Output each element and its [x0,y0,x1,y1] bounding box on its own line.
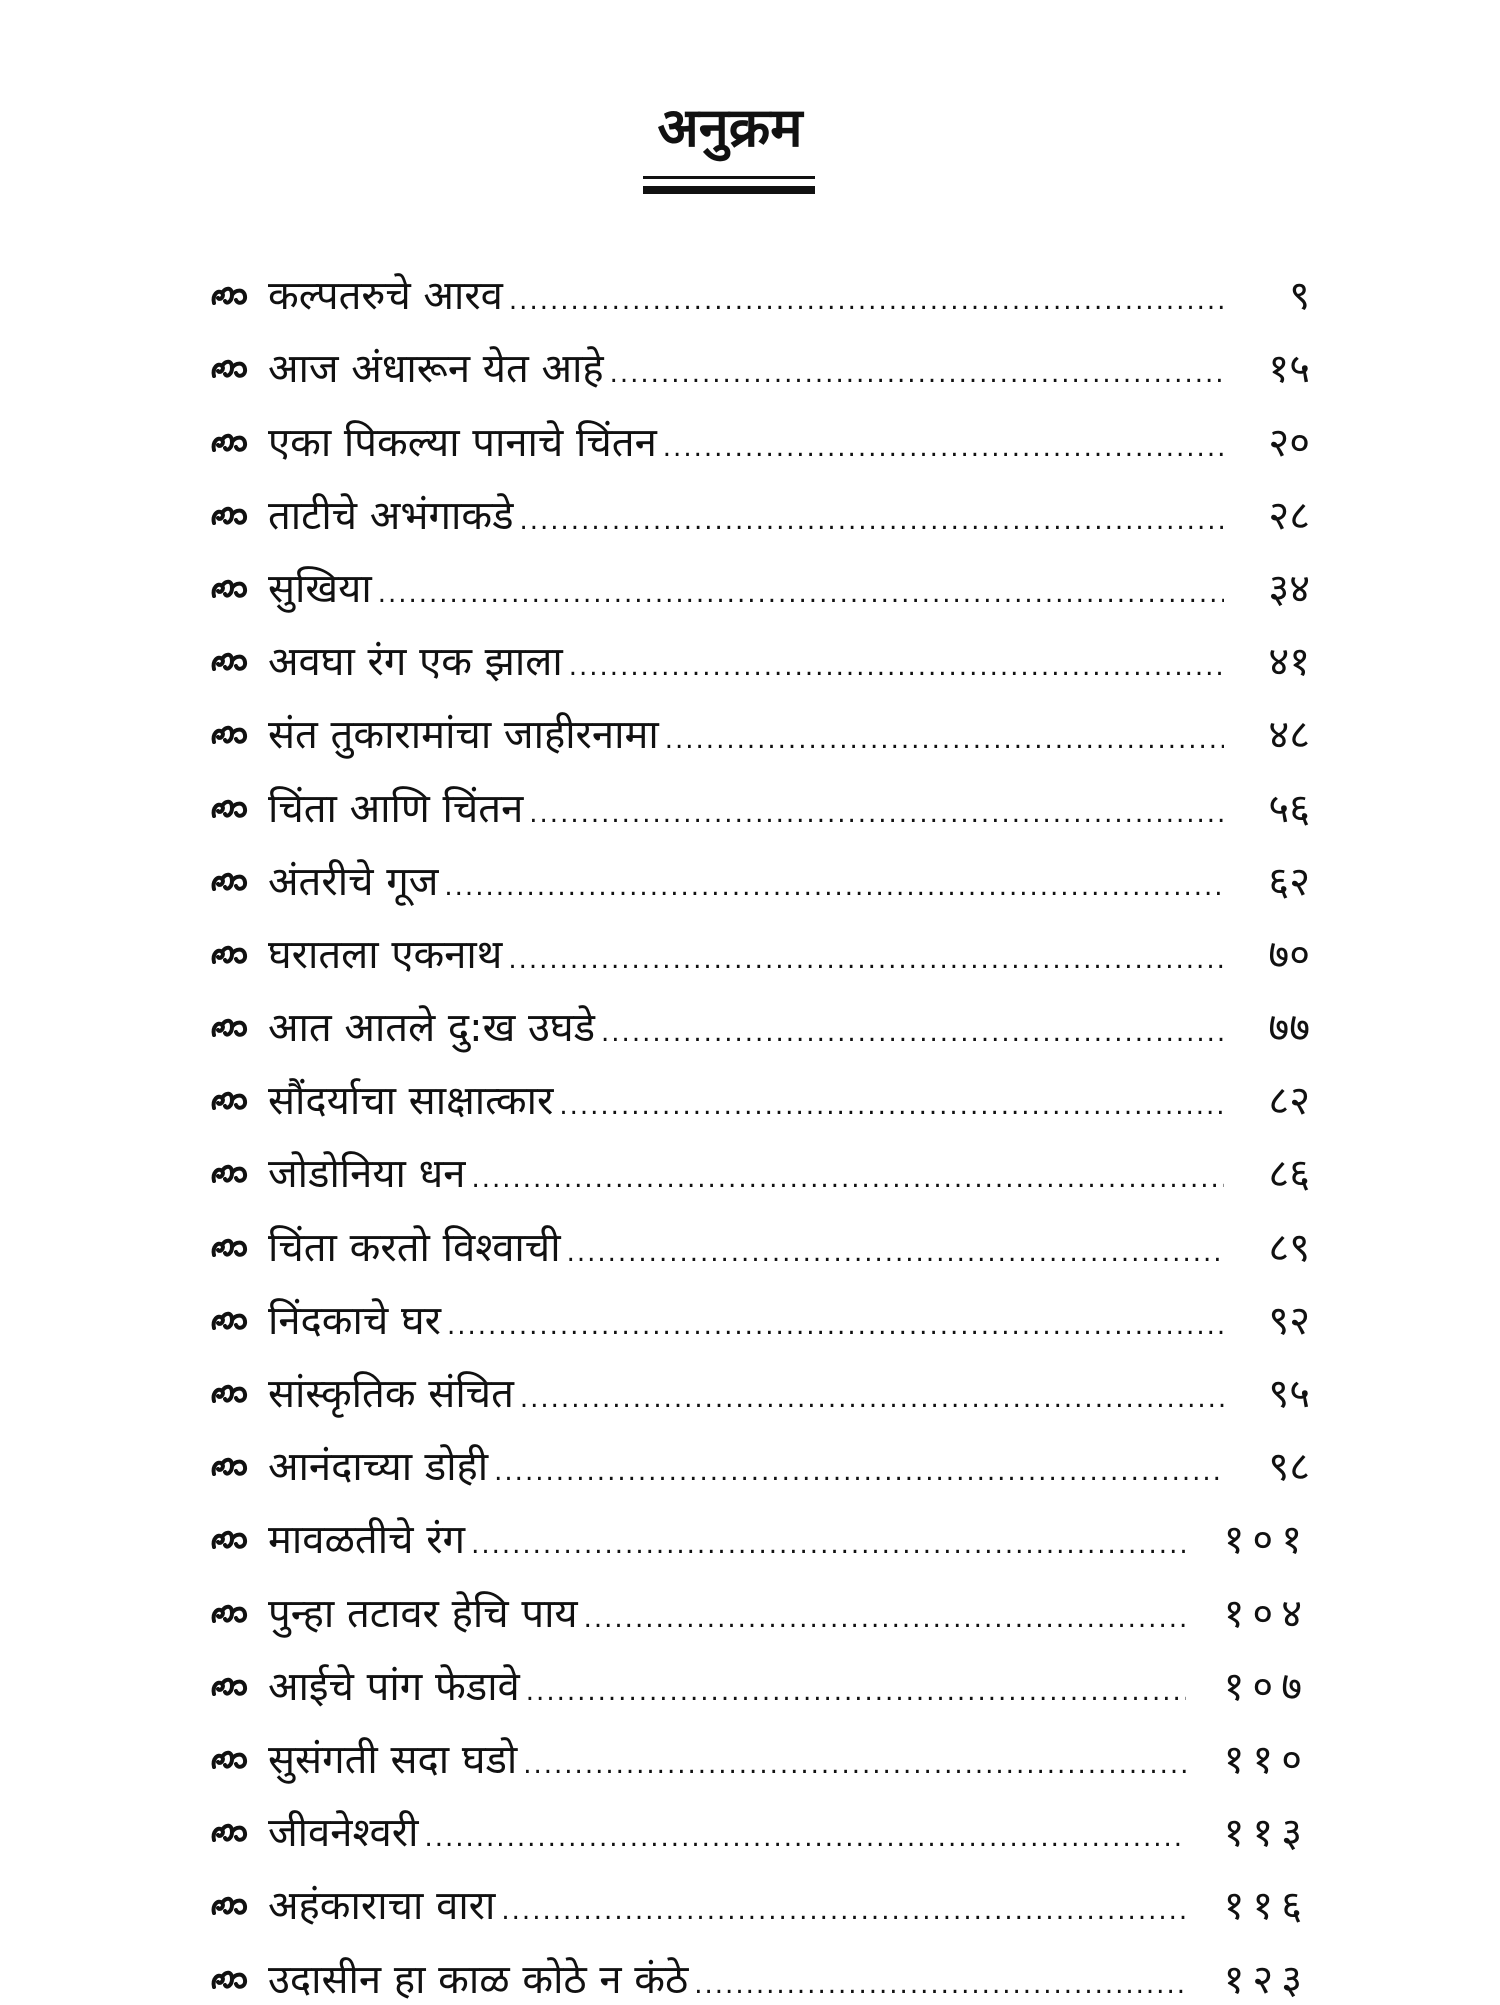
toc-entry [210,1931,1310,2004]
toc-entry-title: कल्पतरुचे आरव [268,273,503,320]
dot-leader [447,1306,1224,1346]
toc-entry-title: पुन्हा तटावर हेचि पाय [268,1590,578,1637]
dot-leader [520,1379,1224,1419]
toc-entry [210,394,1310,467]
toc-entry [210,1419,1310,1492]
ornament-bullet-icon [210,1662,268,1712]
dot-leader [663,428,1224,468]
dot-leader [526,1672,1186,1712]
toc-entry [210,541,1310,614]
ornament-bullet-icon [210,1735,268,1785]
toc-entry-page: ९८ [1268,1444,1310,1491]
ornament-bullet-icon [210,1515,268,1565]
toc-entry-page: ६२ [1268,858,1310,905]
toc-entry [210,1565,1310,1638]
toc-entry-title: अवघा रंग एक झाला [268,639,563,686]
dot-leader [665,720,1224,760]
dot-leader [519,501,1224,541]
ornament-bullet-icon [210,857,268,907]
toc-entry-page: ४८ [1268,712,1310,759]
toc-entry [210,1273,1310,1346]
toc-entry-title: चिंता करतो विश्वाची [268,1224,561,1271]
toc-entry-title: उदासीन हा काळ कोठे न कंठे [268,1956,689,2003]
toc-entry-title: आत आतले दु:ख उघडे [268,1005,596,1052]
toc-entry [210,614,1310,687]
toc-entry-title: सुसंगती सदा घडो [268,1736,518,1783]
ornament-bullet-icon [210,1881,268,1931]
toc-entry-page: ३४ [1268,565,1310,612]
toc-entry [210,248,1310,321]
ornament-bullet-icon [210,1149,268,1199]
toc-entry-title: आईचे पांग फेडावे [268,1663,520,1710]
toc-entry [210,1053,1310,1126]
title-underline-thin [643,176,815,179]
toc-entry [210,760,1310,833]
toc-entry [210,907,1310,980]
dot-leader [559,1086,1224,1126]
toc-entry-page: ११० [1223,1736,1310,1783]
ornament-bullet-icon [210,637,268,687]
dot-leader [378,574,1224,614]
toc-entry-page: ११३ [1223,1810,1310,1857]
toc-entry-title: चिंता आणि चिंतन [268,785,524,832]
toc-entry-title: आज अंधारून येत आहे [268,346,604,393]
dot-leader [501,1891,1186,1931]
ornament-bullet-icon [210,1076,268,1126]
toc-entry [210,980,1310,1053]
dot-leader [529,794,1224,834]
dot-leader [610,354,1224,394]
dot-leader [567,1233,1224,1273]
toc-entry [210,1639,1310,1712]
toc-entry-page: ९५ [1268,1371,1310,1417]
dot-leader [508,940,1224,980]
toc-entry [210,834,1310,907]
dot-leader [424,1818,1186,1858]
toc-entry [210,321,1310,394]
dot-leader [494,1452,1224,1492]
page-title: अनुक्रम [657,96,803,159]
title-underline-thick [643,186,815,194]
toc-entry-title: सुखिया [268,565,372,612]
toc-entry [210,1858,1310,1931]
toc-entry-page: १०७ [1223,1663,1310,1710]
dot-leader [471,1159,1224,1199]
toc-entry-title: संत तुकारामांचा जाहीरनामा [268,712,659,759]
ornament-bullet-icon [210,784,268,834]
ornament-bullet-icon [210,1808,268,1858]
ornament-bullet-icon [210,930,268,980]
toc-entry-title: आनंदाच्या डोही [268,1444,489,1491]
ornament-bullet-icon [210,271,268,321]
toc-entry-title: अंतरीचे गूज [268,858,439,905]
dot-leader [601,1013,1224,1053]
ornament-bullet-icon [210,1589,268,1639]
toc-entry-title: निंदकाचे घर [268,1297,441,1344]
toc-entry-page: १२३ [1223,1956,1310,2003]
toc-entry-title: अहंकाराचा वारा [268,1883,496,1930]
toc-entry-title: मावळतीचे रंग [268,1517,466,1564]
toc-entry-page: १५ [1268,346,1310,393]
toc-entry-page: ८९ [1268,1224,1310,1271]
toc-entry [210,1785,1310,1858]
table-of-contents [210,248,1310,2005]
toc-entry-title: ताटीचे अभंगाकडे [268,492,514,539]
dot-leader [569,647,1224,687]
ornament-bullet-icon [210,1296,268,1346]
dot-leader [444,867,1224,907]
toc-entry-title: जोडोनिया धन [268,1151,466,1198]
toc-entry [210,687,1310,760]
ornament-bullet-icon [210,344,268,394]
ornament-bullet-icon [210,1369,268,1419]
toc-entry [210,1492,1310,1565]
toc-entry-page: ८६ [1268,1151,1310,1198]
toc-entry-page: ७७ [1268,1005,1310,1052]
dot-leader [509,281,1224,321]
toc-entry [210,1712,1310,1785]
dot-leader [471,1525,1186,1565]
ornament-bullet-icon [210,1223,268,1273]
ornament-bullet-icon [210,1955,268,2005]
toc-entry-page: ९२ [1268,1297,1310,1344]
toc-entry-page: ५६ [1268,785,1310,832]
toc-entry-page: ११६ [1223,1883,1310,1930]
ornament-bullet-icon [210,418,268,468]
toc-entry-page: ४१ [1268,639,1310,686]
toc-entry-title: जीवनेश्वरी [268,1810,419,1857]
toc-entry [210,468,1310,541]
toc-entry-title: घरातला एकनाथ [268,931,503,978]
ornament-bullet-icon [210,564,268,614]
toc-entry [210,1126,1310,1199]
toc-entry [210,1346,1310,1419]
ornament-bullet-icon [210,710,268,760]
ornament-bullet-icon [210,491,268,541]
toc-entry-page: ७० [1268,931,1310,978]
dot-leader [523,1745,1186,1785]
toc-entry-page: ८२ [1268,1078,1310,1125]
toc-entry-title: सांस्कृतिक संचित [268,1371,514,1417]
toc-entry-page: १०४ [1223,1590,1310,1637]
dot-leader [584,1599,1186,1639]
toc-entry-page: १०१ [1223,1517,1310,1564]
ornament-bullet-icon [210,1003,268,1053]
toc-entry [210,1199,1310,1272]
ornament-bullet-icon [210,1442,268,1492]
toc-entry-title: सौंदर्याचा साक्षात्कार [268,1078,554,1125]
toc-entry-page: ९ [1289,273,1310,320]
dot-leader [694,1965,1186,2005]
toc-entry-page: २० [1268,419,1310,466]
toc-entry-page: २८ [1268,492,1310,539]
toc-entry-title: एका पिकल्या पानाचे चिंतन [268,419,657,466]
